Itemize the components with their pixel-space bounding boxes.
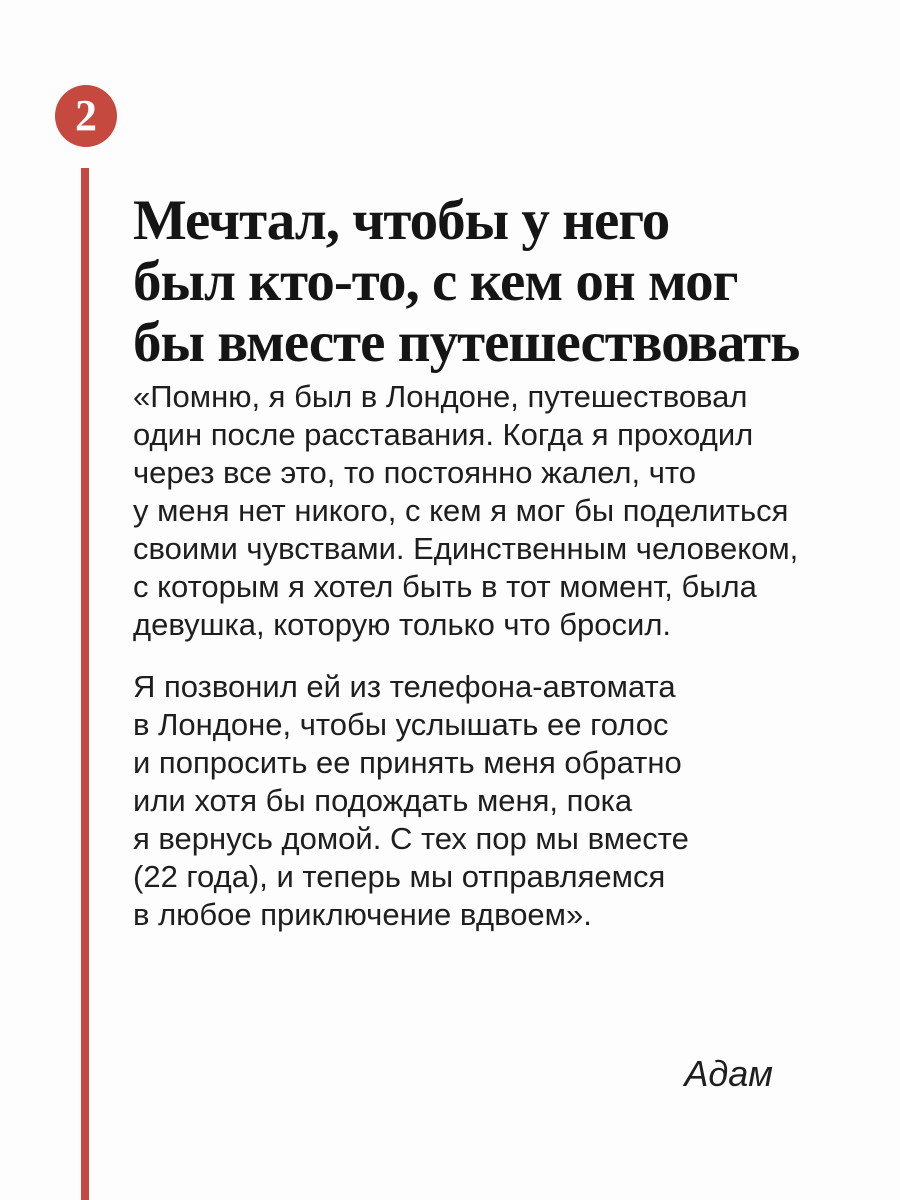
accent-line bbox=[81, 168, 89, 1200]
quote-heading: Мечтал, чтобы у него был кто-то, с кем он мог бы вместе путешествовать bbox=[133, 189, 800, 375]
number-badge-label: 2 bbox=[75, 91, 97, 140]
attribution-name: Адам bbox=[684, 1053, 773, 1094]
quote-paragraph-2: Я позвонил ей из телефона-автомата в Лондоне, чтобы услышать ее голос и попросить ее принять меня обратно или хотя бы подождать меня, пока я вернусь домой. С тех пор мы вместе (22 года), и теперь мы отправляемся в любое приключение вдвоем». bbox=[133, 669, 689, 932]
quote-paragraph-1: «Помню, я был в Лондоне, путешествовал один после расставания. Когда я проходил через все это, то постоянно жалел, что у меня нет никого, с кем я мог бы поделиться своими чувствами. Единственным человеком, с которым я хотел быть в тот момент, была девушка, которую только что бросил. bbox=[133, 379, 799, 642]
number-badge bbox=[55, 85, 117, 147]
